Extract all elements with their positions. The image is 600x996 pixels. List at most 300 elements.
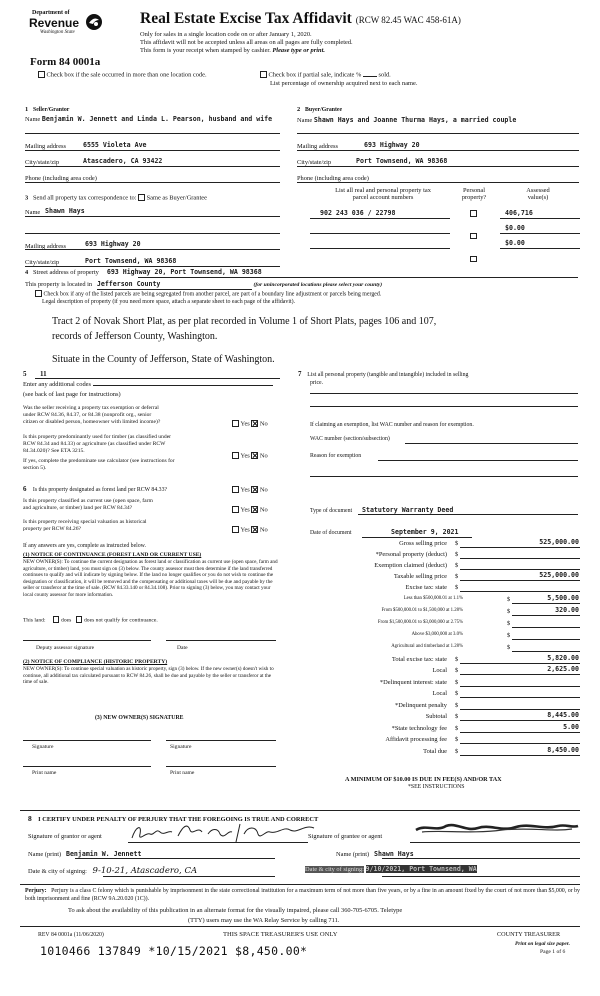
footer-top-rule: [20, 884, 580, 885]
personal-property-line-2[interactable]: [310, 406, 578, 407]
q-timber-no-checkbox[interactable]: [251, 452, 258, 459]
street-address[interactable]: 693 Highway 20, Port Townsend, WA 98368: [106, 268, 262, 276]
tax-row-label: *State technology fee: [391, 725, 447, 732]
tax-row-currency: $: [455, 725, 459, 732]
tax-row-currency: $: [455, 573, 459, 580]
section5-code-underline: [35, 378, 280, 379]
q-exemption-answer: [232, 420, 268, 428]
perjury-label: Perjury:: [25, 888, 47, 894]
section8-num: 8: [28, 814, 32, 823]
correspondence-name-label: Name: [25, 209, 41, 216]
tax-row-underline: [460, 591, 580, 592]
dor-logo-line3: Washington State: [40, 30, 75, 35]
tax-row-label: Gross selling price: [399, 540, 447, 547]
county-select[interactable]: Jefferson County: [97, 281, 252, 290]
deputy-sig-label: Deputy assessor signature: [36, 645, 95, 651]
tax-row-value[interactable]: 5,500.00: [547, 594, 579, 602]
grantee-name[interactable]: Shawn Hays: [373, 850, 414, 858]
seller-city-underline: [25, 166, 280, 167]
grantor-date-underline: [103, 876, 275, 877]
grantor-name-underline: [75, 858, 275, 859]
print-legal: Print on legal size paper.: [515, 941, 570, 947]
tax-row-currency: $: [507, 644, 511, 651]
notice-line-2: This affidavit will not be accepted unless all areas on all pages are fully completed.: [140, 39, 353, 46]
tax-row-underline: [460, 697, 580, 698]
parcel-number-underline: [310, 248, 450, 249]
exemption-label: If claiming an exemption, list WAC number and reason for exemption.: [310, 422, 474, 428]
seller-heading: [25, 106, 69, 114]
treasurer-use: THIS SPACE TREASURER'S USE ONLY: [223, 931, 338, 938]
partial-sale-sold: sold.: [378, 71, 391, 79]
q-timber-answer: [232, 452, 268, 460]
multi-location-checkbox[interactable]: [38, 71, 45, 78]
form-number: Form 84 0001a: [30, 56, 101, 68]
tax-row-currency: $: [455, 713, 459, 720]
same-as-buyer-checkbox[interactable]: [138, 194, 145, 201]
form-title: [140, 10, 461, 28]
tax-row-label: *Personal property (deduct): [375, 551, 447, 558]
tax-row-label: Local: [432, 690, 447, 697]
tax-row-label: *Delinquent interest: state: [379, 679, 447, 686]
q-exemption-l1: Was the seller receiving a property tax exemption or deferral: [23, 405, 159, 411]
no-label: No: [259, 506, 268, 514]
street-label: Street address of property: [33, 269, 99, 276]
notice-line-3: [140, 47, 325, 54]
historic-q: [23, 519, 147, 533]
buyer-mailing[interactable]: 693 Highway 20: [364, 141, 420, 149]
buyer-phone-label: Phone (including area code): [297, 175, 369, 182]
q-exemption-l2: under RCW 84.36, 84.37, or 84.38 (nonprofit org., senior: [23, 411, 152, 418]
current-use-answer: [232, 506, 268, 514]
parcel-number[interactable]: 902 243 036 / 22798: [320, 209, 396, 217]
section7-num: 7: [298, 370, 302, 378]
buyer-city[interactable]: Port Townsend, WA 98368: [356, 157, 448, 165]
forest-land-yes-checkbox[interactable]: [232, 486, 239, 493]
notice-compliance-body: NEW OWNER(S): To continue special valuation as historic property, sign (3) below. If the new owner(s) doesn't wish to continue, all additional tax calculated pursuant to RCW 84.26, shall be due and payable by the seller or transferor at the time of sale.: [23, 666, 274, 686]
parcels-header-col3-l2: value(s): [527, 194, 549, 202]
owner-sig-underline-2: [166, 740, 276, 741]
correspondence-num: 3: [25, 194, 29, 202]
notice-line-3-text: This form is your receipt when stamped by cashier.: [140, 47, 271, 54]
owner-sig-underline-1: [23, 740, 151, 741]
correspondence-label: Send all property tax correspondence to:: [33, 194, 137, 202]
if-yes-note: If any answers are yes, complete as instructed below.: [23, 543, 146, 549]
tax-row-currency: $: [455, 667, 459, 674]
tax-row-value[interactable]: 2,625.00: [547, 665, 579, 673]
tax-row-value[interactable]: 8,445.00: [547, 711, 579, 719]
this-land-row: [23, 616, 158, 624]
tax-row-underline: [512, 603, 580, 604]
seller-mailing-label: Mailing address: [25, 143, 66, 150]
notice-line-1: Only for sales in a single location code on or after January 1, 2020.: [140, 31, 312, 38]
tax-row-underline: [460, 743, 580, 744]
section8-top-rule: [20, 810, 580, 811]
section5-code[interactable]: 11: [40, 370, 47, 378]
partial-sale-percent-input[interactable]: [363, 76, 377, 77]
personal-property-line-1[interactable]: [310, 393, 578, 394]
legal-description-line3[interactable]: Situate in the County of Jefferson, State of Washington.: [52, 354, 275, 365]
wac-label: WAC number (section/subsection): [310, 436, 390, 442]
tax-row-underline: [460, 569, 580, 570]
dor-logo-line2: Revenue: [29, 16, 80, 30]
multi-location-label: Check box if the sale occurred in more than one location code.: [46, 71, 207, 79]
tax-row-underline: [460, 755, 580, 756]
tax-row-label: Total excise tax: state: [391, 656, 447, 663]
buyer-mailing-underline: [297, 150, 579, 151]
q-timber-yes-checkbox[interactable]: [232, 452, 239, 459]
tax-row-currency: $: [455, 562, 459, 569]
tax-row-label: Total due: [423, 748, 447, 755]
tax-row-value[interactable]: 8,450.00: [547, 746, 579, 754]
q-timber-note-l2: section 5).: [23, 464, 47, 471]
grantee-signature[interactable]: [412, 818, 582, 838]
assessed-value-underline: [500, 248, 580, 249]
correspondence-heading: [25, 194, 207, 202]
deputy-sig-underline: [23, 640, 151, 641]
rev-number: REV 84 0001a (11/06/2020): [38, 932, 104, 938]
tax-row-currency: $: [507, 632, 511, 639]
legal-description-line2[interactable]: records of Jefferson County, Washington.: [52, 331, 218, 342]
q-timber-l2: RCW 84.34 and 84.33) or agriculture (as classified under RCW: [23, 440, 166, 447]
current-use-yes-checkbox[interactable]: [232, 506, 239, 513]
seller-phone-underline: [25, 182, 280, 183]
correspondence-city-label: City/state/zip: [25, 259, 60, 266]
certify-text: I CERTIFY UNDER PENALTY OF PERJURY THAT THE FOREGOING IS TRUE AND CORRECT: [38, 816, 319, 823]
assessed-value-underline: [500, 233, 580, 234]
dor-logo: [28, 10, 106, 48]
grantee-date-city[interactable]: 9/10/2021, Port Townsend, WA: [365, 865, 477, 873]
partial-sale-label: Check box if partial sale, indicate %: [268, 71, 362, 79]
tax-row-label: Subtotal: [425, 713, 447, 720]
tax-row-currency: $: [507, 620, 511, 627]
additional-codes-text: Enter any additional codes: [23, 381, 91, 388]
county-row: [25, 281, 382, 290]
parcels-header-col2: [455, 187, 493, 202]
forest-land-no-checkbox[interactable]: [251, 486, 258, 493]
section7-heading: [298, 370, 468, 379]
parcels-header-col1: [318, 187, 448, 202]
yes-label: Yes: [240, 420, 250, 428]
tax-row-underline: [512, 615, 580, 616]
notice-line-3-emph: Please type or print.: [272, 47, 325, 54]
does-checkbox[interactable]: [53, 616, 60, 623]
seller-heading-text: Seller/Grantor: [33, 107, 70, 113]
seller-name-row: [25, 116, 280, 124]
tax-row-underline: [512, 627, 580, 628]
historic-yes-checkbox[interactable]: [232, 526, 239, 533]
historic-answer: [232, 526, 268, 534]
tax-row-currency: $: [455, 748, 459, 755]
correspondence-mailing[interactable]: 693 Highway 20: [85, 240, 141, 248]
buyer-name-row: [297, 117, 516, 125]
no-label: No: [259, 420, 268, 428]
segregated-label: Check box if any of the listed parcels are being segregated from another parcel, are part of a boundary line adjustment or parcels being merged.: [43, 291, 382, 298]
tax-row-value[interactable]: 320.00: [555, 606, 579, 614]
tax-row-underline: [460, 686, 580, 687]
q-exemption-yes-checkbox[interactable]: [232, 420, 239, 427]
section5-num: 5: [23, 370, 27, 378]
grantor-sig-underline: [128, 842, 308, 843]
tax-row-underline: [460, 674, 580, 675]
correspondence-blank-underline: [25, 233, 280, 234]
legal-label: Legal description of property (if you need more space, attach a separate sheet to each page of the affidavit).: [42, 299, 296, 305]
partial-sale-checkbox[interactable]: [260, 71, 267, 78]
does-label: does: [61, 617, 72, 624]
does-not-checkbox[interactable]: [76, 616, 83, 623]
yes-label: Yes: [240, 526, 250, 534]
personal-property-checkbox[interactable]: [470, 256, 477, 263]
q-exemption-no-checkbox[interactable]: [251, 420, 258, 427]
no-label: No: [259, 486, 268, 494]
tax-row-currency: $: [455, 551, 459, 558]
yes-label: Yes: [240, 452, 250, 460]
tax-row-currency: $: [455, 584, 459, 591]
segregated-checkbox[interactable]: [35, 290, 42, 297]
yes-label: Yes: [240, 486, 250, 494]
tax-row-currency: $: [455, 690, 459, 697]
property-num: 4: [25, 269, 29, 276]
section7-label-l2: price.: [310, 380, 324, 386]
tax-row-label: Exemption claimed (deduct): [374, 562, 447, 569]
grantee-sig-label: Signature of grantee or agent: [308, 833, 383, 840]
form-title-text: Real Estate Excise Tax Affidavit: [140, 10, 352, 27]
additional-codes-input[interactable]: [93, 385, 273, 386]
correspondence-mailing-underline: [25, 249, 280, 250]
parcels-header-col3: [513, 187, 563, 202]
tax-row-label: Affidavit processing fee: [385, 736, 447, 743]
wac-underline[interactable]: [405, 443, 578, 444]
buyer-heading-text: Buyer/Grantee: [305, 107, 343, 113]
seller-name-label: Name: [25, 116, 41, 123]
county-treasurer: COUNTY TREASURER: [497, 931, 561, 938]
tax-row-value[interactable]: 5.00: [563, 723, 579, 731]
buyer-city-label: City/state/zip: [297, 159, 332, 166]
owner-print-underline-1: [23, 766, 151, 767]
yes-label: Yes: [240, 506, 250, 514]
tax-row-value[interactable]: 525,000.00: [539, 571, 579, 579]
reason-underline-2[interactable]: [310, 476, 578, 477]
q-exemption-l3: citizen or disabled person, homeowner with limited income)?: [23, 418, 161, 425]
page-number: Page 1 of 6: [540, 949, 566, 955]
historic-l2: property per RCW 84.26?: [23, 525, 81, 532]
county-note: (for unincorporated locations please select your county): [253, 282, 383, 288]
correspondence-name[interactable]: Shawn Hays: [45, 207, 85, 215]
treasurer-stamp: 1010466 137849 *10/15/2021 $8,450.00*: [40, 944, 308, 958]
buyer-heading-num: 2: [297, 106, 301, 113]
current-use-l2: and agriculture, or timber) land per RCW 84.34?: [23, 504, 133, 511]
tax-row-underline: [460, 720, 580, 721]
assessed-value[interactable]: $0.00: [505, 224, 525, 232]
owner-print-underline-2: [166, 766, 276, 767]
buyer-phone-underline: [297, 182, 579, 183]
treasurer-rule: [20, 926, 580, 927]
historic-l1: Is this property receiving special valuation as historical: [23, 519, 147, 525]
tax-row-label: From $1,500,000.01 to $3,000,000 at 2.75%: [377, 620, 463, 625]
personal-property-checkbox[interactable]: [470, 233, 477, 240]
tax-row-underline: [460, 663, 580, 664]
tax-row-underline: [512, 639, 580, 640]
correspondence-city-underline: [25, 266, 280, 267]
historic-no-checkbox[interactable]: [251, 526, 258, 533]
grantee-date-underline: [382, 876, 580, 877]
tax-row-value[interactable]: 525,000.00: [539, 538, 579, 546]
tax-row-label: Excise tax: state: [405, 584, 447, 591]
tax-row-currency: $: [455, 540, 459, 547]
does-not-label: does not qualify for continuance.: [84, 617, 158, 624]
forest-land-text: Is this property designated as forest land per RCW 84.33?: [32, 487, 168, 493]
tax-row-currency: $: [455, 656, 459, 663]
buyer-name-underline: [297, 133, 579, 134]
reason-label: Reason for exemption: [310, 453, 362, 459]
tax-row-underline: [460, 709, 580, 710]
alt-format-l1: To ask about the availability of this publication in an alternate format for the visually impaired, please call 360-705-6705. Teletype: [68, 907, 403, 914]
assessed-value[interactable]: 406,716: [505, 209, 533, 217]
tax-row-label: Agricultural and timberland at 1.28%: [391, 644, 463, 649]
ownership-note: List percentage of ownership acquired next to each name.: [270, 80, 418, 87]
reason-underline[interactable]: [378, 460, 578, 461]
tax-row-currency: $: [455, 679, 459, 686]
parcel-number-underline: [310, 218, 450, 219]
grantee-date-row: [305, 866, 477, 874]
owner-sig-label-2: Signature: [170, 744, 192, 750]
perjury-notice: [25, 888, 580, 903]
tax-row-currency: $: [507, 608, 511, 615]
partial-sale-check[interactable]: [260, 71, 391, 79]
street-row: [25, 269, 262, 277]
seller-name[interactable]: Benjamin W. Jennett and Linda L. Pearson, husband and wife: [41, 115, 273, 123]
tax-row-underline: [460, 732, 580, 733]
tax-row-underline: [512, 651, 580, 652]
doc-date-label: Date of document: [310, 530, 352, 536]
personal-property-checkbox[interactable]: [470, 210, 477, 217]
tax-row-currency: $: [455, 702, 459, 709]
deputy-date-label: Date: [177, 645, 188, 651]
segregated-row[interactable]: [35, 290, 381, 298]
buyer-city-underline: [297, 166, 579, 167]
assessed-value[interactable]: $0.00: [505, 239, 525, 247]
current-use-q: [23, 498, 153, 512]
parcels-header-col2-l1: Personal: [462, 187, 485, 194]
forest-land-answer: [232, 486, 268, 494]
alt-format-l2: (TTY) users may use the WA Relay Service by calling 711.: [188, 917, 340, 924]
seller-mailing[interactable]: 6555 Violeta Ave: [83, 141, 147, 149]
seller-phone-label: Phone (including area code): [25, 175, 97, 182]
deputy-date-underline: [166, 640, 276, 641]
tax-row-label: *Delinquent penalty: [395, 702, 447, 709]
tax-row-value[interactable]: 5,820.00: [547, 654, 579, 662]
multi-location-check[interactable]: [38, 71, 207, 79]
dor-logo-line1: Department of: [32, 10, 70, 16]
grantor-name[interactable]: Benjamin W. Jennett: [65, 850, 142, 858]
grantor-name-label: Name (print): [28, 851, 62, 858]
tax-row-label: From $500,000.01 to $1,500,000 at 1.28%: [381, 608, 463, 613]
grantor-sig-label: Signature of grantor or agent: [28, 833, 102, 840]
grantor-date-city[interactable]: 9-10-21, Atascadero, CA: [92, 866, 198, 876]
doc-type[interactable]: Statutory Warranty Deed: [362, 506, 454, 514]
seller-name-underline: [25, 133, 280, 134]
tax-row-currency: $: [507, 596, 511, 603]
q-exemption: [23, 405, 160, 426]
q-timber: [23, 434, 175, 472]
owner-print-label-1: Print name: [32, 770, 57, 776]
grantee-sig-underline: [410, 842, 580, 843]
tax-row-underline: [460, 580, 580, 581]
section6-num: 6: [23, 485, 27, 493]
seller-heading-num: 1: [25, 106, 29, 113]
doc-date[interactable]: September 9, 2021: [391, 528, 459, 536]
parcels-header-col1-l1: List all real and personal property tax: [335, 187, 431, 194]
grantee-date-label: Date & city of signing:: [305, 866, 364, 873]
q-timber-l3: 84.34.020)? See ETA 3215.: [23, 447, 85, 454]
see-instructions: *SEE INSTRUCTIONS: [408, 784, 465, 790]
buyer-name-label: Name: [297, 117, 313, 124]
tax-row-label: Taxable selling price: [393, 573, 447, 580]
tax-row-currency: $: [455, 736, 459, 743]
buyer-name[interactable]: Shawn Hays and Joanne Thurma Hays, a married couple: [313, 116, 517, 124]
minimum-note: A MINIMUM OF $10.00 IS DUE IN FEE(S) AND/OR TAX: [345, 776, 502, 783]
forest-land-q: [23, 485, 167, 494]
parcels-header-col2-l2: property?: [461, 194, 487, 202]
doc-type-underline: [358, 514, 578, 515]
q-timber-note-l1: If yes, complete the predominate use calculator (see instructions for: [23, 457, 175, 464]
additional-codes-label: [23, 381, 273, 388]
buyer-mailing-label: Mailing address: [297, 143, 338, 150]
parcels-header-col3-l1: Assessed: [526, 187, 550, 194]
correspondence-city[interactable]: Port Townsend, WA 98368: [85, 257, 177, 265]
notice-compliance-title: (2) NOTICE OF COMPLIANCE (HISTORIC PROPERTY): [23, 659, 168, 665]
legal-description-line1[interactable]: Tract 2 of Novak Short Plat, as per plat recorded in Volume 1 of Short Plats, pages 106 and 107,: [52, 316, 437, 327]
notice-continuance-title: (1) NOTICE OF CONTINUANCE (FOREST LAND OR CURRENT USE): [23, 552, 202, 558]
same-as-buyer-label: Same as Buyer/Grantee: [146, 194, 207, 202]
grantee-name-underline: [382, 858, 580, 859]
perjury-text: Perjury is a class C felony which is punishable by imprisonment in the state correctional institution for a maximum term of not more than five years, or by a fine in an amount fixed by the court of not more than $5,000, or by both imprisonment and fine (RCW 9A.20.020 (1C)).: [25, 888, 581, 902]
tax-row-label: Local: [432, 667, 447, 674]
street-underline: [138, 277, 578, 278]
doc-date-underline: [362, 537, 472, 538]
correspondence-name-underline: [25, 216, 280, 217]
correspondence-mailing-label: Mailing address: [25, 243, 66, 250]
doc-type-label: Type of document: [310, 508, 353, 514]
seller-city[interactable]: Atascadero, CA 93422: [83, 157, 163, 165]
parcels-header-col1-l2: parcel account numbers: [352, 194, 414, 202]
form-title-ref: (RCW 82.45 WAC 458-61A): [355, 15, 461, 25]
q-timber-l1: Is this property predominantly used for timber (as classified under: [23, 434, 172, 440]
dor-logo-icon: [84, 12, 104, 32]
seller-mailing-underline: [25, 150, 280, 151]
no-label: No: [259, 452, 268, 460]
owner-print-label-2: Print name: [170, 770, 195, 776]
current-use-no-checkbox[interactable]: [251, 506, 258, 513]
owner-sig-heading: (3) NEW OWNER(S) SIGNATURE: [95, 715, 184, 721]
tax-row-label: Less than $500,000.01 at 1.1%: [403, 596, 463, 601]
tax-row-underline: [460, 558, 580, 559]
grantee-name-label: Name (print): [336, 851, 370, 858]
parcel-number-underline: [310, 233, 450, 234]
this-land-label: This land:: [23, 617, 46, 624]
current-use-l1: Is this property classified as current use (open space, farm: [23, 498, 153, 504]
notice-continuance-body: NEW OWNER(S): To continue the current designation as forest land or classification as current use (open space, farm and agriculture, or timber) land, you must sign on (3) below. The county assessor must then determine if the land transferred continues to qualify and will indicate by signing below. If the land no longer qualifies or you do not wish to continue the designation or classification, it will be removed and the compensating or additional taxes will be due and payable by the seller or transferor at the time of sale. (RCW 84.33.140 or 84.34.108). Prior to signing (3) below, you may contact your local county assessor for more information.: [23, 559, 278, 598]
grantor-date-label: Date & city of signing:: [28, 868, 87, 875]
tax-row-underline: [460, 547, 580, 548]
buyer-heading: [297, 106, 342, 114]
seller-city-label: City/state/zip: [25, 159, 60, 166]
no-label: No: [259, 526, 268, 534]
owner-sig-label-1: Signature: [32, 744, 54, 750]
section7-label-l1: List all personal property (tangible and intangible) included in selling: [307, 372, 469, 378]
see-back-note: (see back of last page for instructions): [23, 391, 121, 398]
assessed-value-underline: [500, 218, 580, 219]
tax-row-label: Above $3,000,000 at 3.0%: [411, 632, 463, 637]
